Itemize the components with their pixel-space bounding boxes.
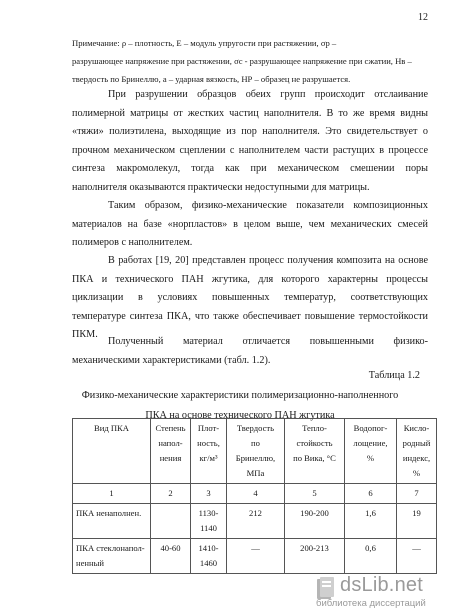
paragraph-line: ПКМ. bbox=[72, 329, 98, 341]
paragraph-3 bbox=[72, 252, 428, 345]
paragraph-2 bbox=[72, 197, 428, 253]
column-number-cell: 5 bbox=[285, 484, 345, 504]
table-cell: — bbox=[397, 539, 437, 574]
paragraph-line: Таким образом, физико-механические показатели композиционных bbox=[108, 200, 428, 211]
table-cell bbox=[151, 504, 191, 539]
paragraph-1 bbox=[72, 86, 428, 198]
footnote-line: Примечание: ρ – плотность, E – модуль упругости при растяжении, σp – bbox=[72, 38, 337, 48]
table-cell: ПКА стеклонапол- ненный bbox=[73, 539, 151, 574]
table-header-row bbox=[73, 419, 437, 484]
table-cell: ПКА ненаполнен. bbox=[73, 504, 151, 539]
paragraph-line: наполнителя оказываются практически недоступными для матрицы. bbox=[72, 181, 370, 193]
paragraph-line: синтеза макромолекул, тогда как при механическом смешении поры bbox=[72, 163, 428, 175]
column-number-cell: 2 bbox=[151, 484, 191, 504]
paragraph-4 bbox=[72, 333, 428, 370]
watermark-subtitle: библиотека диссертаций bbox=[316, 598, 426, 609]
column-number-cell: 7 bbox=[397, 484, 437, 504]
column-number-cell: 3 bbox=[191, 484, 227, 504]
watermark-logo-text: dsLib.net bbox=[340, 574, 423, 596]
page-number: 12 bbox=[418, 12, 428, 23]
paragraph-line: ПКА и технического ПАН жгутика, для которого характерны процессы bbox=[72, 273, 428, 285]
paragraph-line: В работах [19, 20] представлен процесс получения композита на основе bbox=[108, 255, 428, 266]
site-watermark bbox=[314, 574, 446, 610]
table-row bbox=[73, 539, 437, 574]
header-cell: Кисло- родный индекс, % bbox=[397, 419, 437, 484]
footnote bbox=[72, 34, 424, 88]
header-cell: Степень напол- нения bbox=[151, 419, 191, 484]
footnote-line: разрушающее напряжение при растяжении, σc - разрушающее напряжение при сжатии, Hв – bbox=[72, 56, 412, 66]
table-cell: 200-213 bbox=[285, 539, 345, 574]
table-cell: 40-60 bbox=[151, 539, 191, 574]
column-number-cell: 6 bbox=[345, 484, 397, 504]
header-cell: Плот- ность, кг/м³ bbox=[191, 419, 227, 484]
paragraph-line: полимерной матрицы от жестких частиц наполнителя. В то же время видны bbox=[72, 107, 428, 119]
header-cell: Водопог- лощение, % bbox=[345, 419, 397, 484]
paragraph-line: материалов на базе «норпластов» в целом выше, чем механических смесей bbox=[72, 218, 428, 230]
header-cell: Вид ПКА bbox=[73, 419, 151, 484]
column-number-cell: 1 bbox=[73, 484, 151, 504]
table-column-numbers-row bbox=[73, 484, 437, 504]
paragraph-line: Полученный материал отличается повышенными физико- bbox=[108, 336, 428, 347]
column-number-cell: 4 bbox=[227, 484, 285, 504]
paragraph-line: циклизации в условиях повышенных температур, соответствующих bbox=[72, 292, 428, 304]
table-cell: 0,6 bbox=[345, 539, 397, 574]
paragraph-line: полимеров с наполнителем. bbox=[72, 237, 193, 249]
table-cell: 212 bbox=[227, 504, 285, 539]
table-cell: 190-200 bbox=[285, 504, 345, 539]
table-cell: 1130- 1140 bbox=[191, 504, 227, 539]
table-title-line: Физико-механические характеристики полимеризационно-наполненного bbox=[81, 390, 399, 401]
footnote-line: твердость по Бринеллю, а – ударная вязкость, НР – образец не разрушается. bbox=[72, 74, 351, 84]
paragraph-line: температуре синтеза ПКА, что также обеспечивает повышение термостойкости bbox=[72, 310, 428, 322]
table-label: Таблица 1.2 bbox=[368, 370, 420, 381]
header-cell: Тепло- стойкость по Вика, °С bbox=[285, 419, 345, 484]
table-cell: — bbox=[227, 539, 285, 574]
table-row bbox=[73, 504, 437, 539]
header-cell: Твердость по Бринеллю, МПа bbox=[227, 419, 285, 484]
paragraph-line: «тяжи» полиэтилена, выходящие из пор наполнителя. Это свидетельствует о bbox=[72, 126, 428, 138]
paragraph-line: При разрушении образцов обеих групп происходит отслаивание bbox=[108, 89, 428, 100]
table-cell: 1,6 bbox=[345, 504, 397, 539]
paragraph-line: прочном механическом сцеплении с наполнителем части растущих в процессе bbox=[72, 144, 428, 156]
table-title-line: ПКА на основе технического ПАН жгутика bbox=[145, 410, 335, 421]
table-cell: 1410- 1460 bbox=[191, 539, 227, 574]
paragraph-line: механическими характеристиками (табл. 1.2). bbox=[72, 354, 271, 366]
table-cell: 19 bbox=[397, 504, 437, 539]
properties-table bbox=[72, 418, 437, 574]
